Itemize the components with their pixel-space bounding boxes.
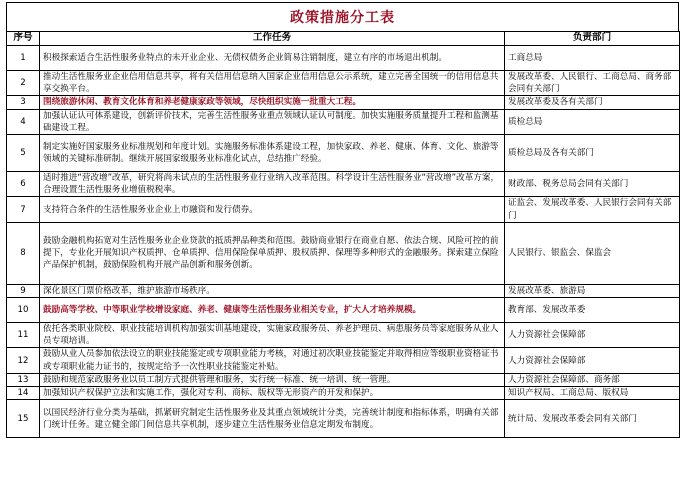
row-dept: 证监会、发展改革委、人民银行会同有关部门 <box>505 197 680 222</box>
row-seq: 8 <box>7 222 40 284</box>
row-dept: 人力资源社会保障部、商务部 <box>505 373 680 386</box>
row-seq: 12 <box>7 348 40 373</box>
row-seq: 10 <box>7 298 40 323</box>
row-seq: 15 <box>7 400 40 438</box>
header-row <box>7 32 680 46</box>
row-task: 鼓励从业人员参加依法设立的职业技能鉴定或专项职业能力考核，对通过初次职业技能鉴定并取得相应等级职业资格证书或专项职业能力证书的，按规定给予一次性职业技能鉴定补贴。 <box>40 348 505 373</box>
row-seq: 9 <box>7 284 40 297</box>
header-seq: 序号 <box>7 32 40 46</box>
table-row <box>7 71 680 96</box>
row-task: 以国民经济行业分类为基础，抓紧研究制定生活性服务业及其重点领域统计分类，完善统计制度和指标体系，明确有关部门统计任务。建立健全部门间信息共享机制，逐步建立生活性服务业信息定期发布制度。 <box>40 400 505 438</box>
table-row <box>7 46 680 71</box>
table-body <box>7 46 680 438</box>
row-dept: 质检总局 <box>505 109 680 134</box>
table-row <box>7 197 680 222</box>
table-row <box>7 323 680 348</box>
row-task: 依托各类职业院校、职业技能培训机构加强实训基地建设，实施家政服务员、养老护理员、病患服务员等家庭服务从业人员专项培训。 <box>40 323 505 348</box>
table-row <box>7 96 680 109</box>
row-dept: 教育部、发展改革委 <box>505 298 680 323</box>
row-dept: 质检总局及各有关部门 <box>505 135 680 172</box>
row-seq: 1 <box>7 46 40 71</box>
policy-table <box>6 31 680 438</box>
table-row <box>7 387 680 400</box>
table-row <box>7 298 680 323</box>
row-seq: 5 <box>7 135 40 172</box>
row-task: 适时推进“营改增”改革，研究将尚未试点的生活性服务业行业纳入改革范围。科学设计生活性服务业“营改增”改革方案，合理设置生活性服务业增值税税率。 <box>40 172 505 197</box>
row-dept: 发展改革委、旅游局 <box>505 284 680 297</box>
row-seq: 3 <box>7 96 40 109</box>
row-task: 鼓励和规范家政服务业以员工制方式提供管理和服务，实行统一标准、统一培训、统一管理。 <box>40 373 505 386</box>
row-dept: 知识产权局、工商总局、版权局 <box>505 387 680 400</box>
row-seq: 6 <box>7 172 40 197</box>
table-row <box>7 172 680 197</box>
row-seq: 4 <box>7 109 40 134</box>
row-seq: 14 <box>7 387 40 400</box>
table-row <box>7 222 680 284</box>
row-task: 加强认证认可体系建设，创新评价技术，完善生活性服务业重点领域认证认可制度。加快实施服务质量提升工程和监测基础建设工程。 <box>40 109 505 134</box>
row-dept: 人力资源社会保障部 <box>505 348 680 373</box>
header-dept: 负责部门 <box>505 32 680 46</box>
row-dept: 人力资源社会保障部 <box>505 323 680 348</box>
row-dept: 发展改革委、人民银行、工商总局、商务部会同有关部门 <box>505 71 680 96</box>
table-title: 政策措施分工表 <box>290 10 395 26</box>
row-task: 鼓励金融机构拓宽对生活性服务业企业贷款的抵质押品种类和范围。鼓励商业银行在商业自愿、依法合规、风险可控的前提下，专业化开展知识产权质押、仓单质押、信用保险保单质押、股权质押、保理等多种形式的金融服务。探索建立保险产品保护机制，鼓励保险机构开展产品创新和服务创新。 <box>40 222 505 284</box>
row-seq: 7 <box>7 197 40 222</box>
row-task: 深化景区门票价格改革，维护旅游市场秩序。 <box>40 284 505 297</box>
table-row <box>7 373 680 386</box>
row-dept: 人民银行、银监会、保监会 <box>505 222 680 284</box>
table-row <box>7 284 680 297</box>
row-dept: 财政部、税务总局会同有关部门 <box>505 172 680 197</box>
header-task: 工作任务 <box>40 32 505 46</box>
row-task: 推动生活性服务业企业信用信息共享，将有关信用信息纳入国家企业信用信息公示系统，建立完善全国统一的信用信息共享交换平台。 <box>40 71 505 96</box>
row-dept: 统计局、发展改革委会同有关部门 <box>505 400 680 438</box>
row-task: 支持符合条件的生活性服务业企业上市融资和发行债券。 <box>40 197 505 222</box>
row-dept: 发展改革委及各有关部门 <box>505 96 680 109</box>
row-task: 制定实施好国家服务业标准规划和年度计划。实施服务标准体系建设工程，加快家政、养老、健康、体育、文化、旅游等领域的关键标准研制。继续开展国家级服务业标准化试点，总结推广经验。 <box>40 135 505 172</box>
table-row <box>7 348 680 373</box>
row-dept: 工商总局 <box>505 46 680 71</box>
row-seq: 11 <box>7 323 40 348</box>
row-task: 鼓励高等学校、中等职业学校增设家庭、养老、健康等生活性服务业相关专业，扩大人才培养规模。 <box>40 298 505 323</box>
row-task: 积极探索适合生活性服务业特点的未开业企业、无债权债务企业简易注销制度，建立有序的市场退出机制。 <box>40 46 505 71</box>
row-seq: 13 <box>7 373 40 386</box>
row-task: 围绕旅游休闲、教育文化体育和养老健康家政等领域，尽快组织实施一批重大工程。 <box>40 96 505 109</box>
row-seq: 2 <box>7 71 40 96</box>
table-row <box>7 109 680 134</box>
table-row <box>7 135 680 172</box>
table-row <box>7 400 680 438</box>
row-task: 加强知识产权保护立法和实施工作，强化对专利、商标、版权等无形资产的开发和保护。 <box>40 387 505 400</box>
table-title-row <box>6 2 679 31</box>
